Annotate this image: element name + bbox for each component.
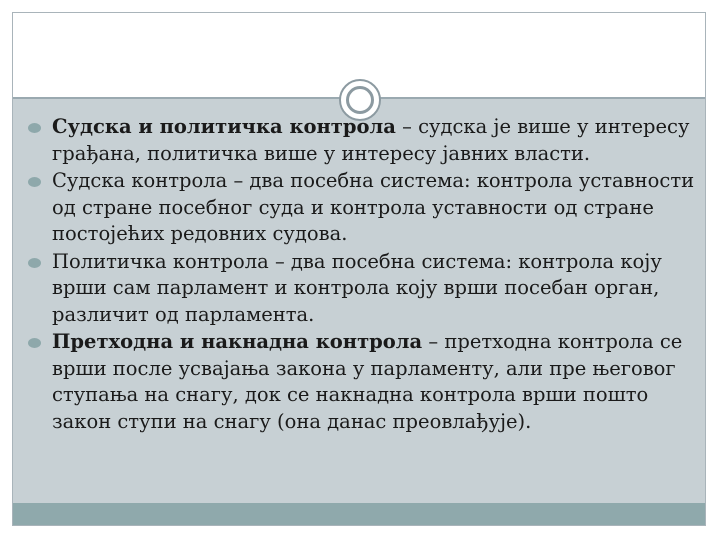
slide-content (28, 114, 696, 436)
bullet-text: Судска контрола – два посебна система: контрола уставности од стране посебног суда и контрола уставности од стране постојећих редовних судова. (52, 169, 695, 245)
bullet-item (28, 329, 696, 435)
bullet-text: – судска је више у интересу грађана, политичка више у интересу јавних власти. (52, 115, 690, 165)
bullet-dot-icon (28, 338, 41, 348)
bullet-dot-icon (28, 258, 41, 268)
bullet-item (28, 114, 696, 167)
bullet-bold-text: Претходна и накнадна контрола (52, 330, 423, 353)
bullet-text: – претходна контрола се врши после усвајања закона у парламенту, али пре његовог ступања на снагу, док се накнадна контрола врши пошто закон ступи на снагу (она данас преовлађује). (52, 330, 683, 433)
bullet-item (28, 168, 696, 248)
bullet-text: Политичка контрола – два посебна система: контрола коју врши сам парламент и контрола коју врши посебан орган, различит од парламента. (52, 249, 662, 326)
bullet-dot-icon (28, 177, 41, 187)
bullet-list (28, 114, 696, 435)
bullet-bold-text: Судска и политичка контрола (52, 115, 396, 138)
bullet-item (28, 249, 696, 329)
bullet-dot-icon (28, 123, 41, 133)
circle-ornament-inner (346, 86, 374, 114)
